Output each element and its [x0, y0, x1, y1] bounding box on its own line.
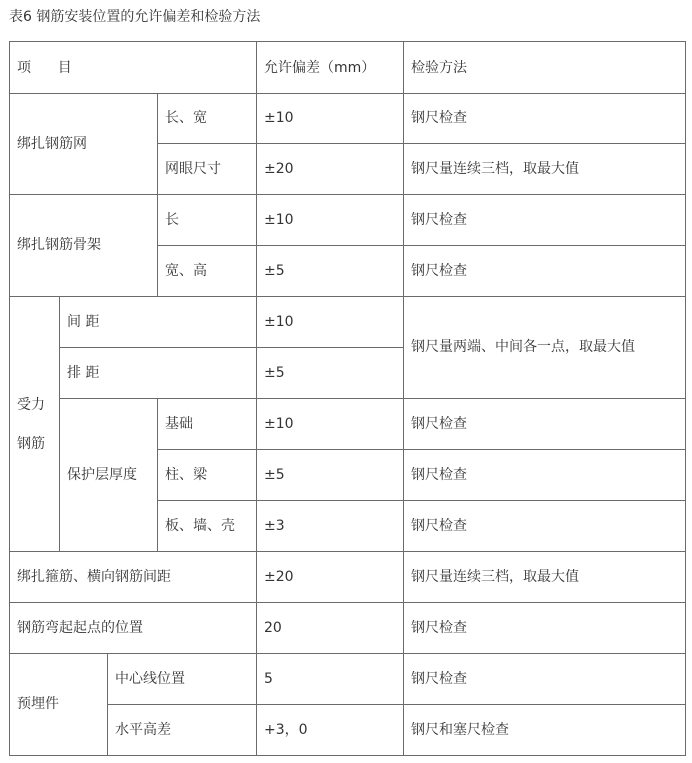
- table-border: [9, 296, 686, 297]
- tolerance-value: +3，0: [264, 722, 308, 738]
- tolerance-value: ±5: [264, 467, 285, 483]
- table-border: [157, 93, 158, 297]
- table-border: [157, 143, 686, 144]
- table-border: [107, 653, 108, 756]
- sub-item: 基础: [165, 416, 193, 432]
- tolerance-value: ±3: [264, 518, 285, 534]
- table-caption: 表6 钢筋安装位置的允许偏差和检验方法: [9, 9, 261, 25]
- header-item: 项 目: [17, 60, 72, 76]
- table-border: [9, 551, 686, 552]
- row-label: 预埋件: [17, 696, 59, 712]
- sub-item: 宽、高: [165, 263, 207, 279]
- table-border: [403, 41, 404, 756]
- table-border: [59, 347, 404, 348]
- method-text: 钢尺量连续三档，取最大值: [411, 569, 579, 585]
- method-text: 钢尺检查: [411, 416, 467, 432]
- table-border: [59, 398, 686, 399]
- method-text: 钢尺检查: [411, 467, 467, 483]
- tolerance-value: ±5: [264, 365, 285, 381]
- method-text: 钢尺检查: [411, 671, 467, 687]
- table-border: [9, 602, 686, 603]
- method-text: 钢尺检查: [411, 212, 467, 228]
- sub-item: 长、宽: [165, 110, 207, 126]
- sub-item: 排 距: [67, 365, 100, 381]
- table-border: [685, 41, 686, 756]
- tolerance-value: ±20: [264, 161, 294, 177]
- table-border: [256, 41, 257, 756]
- table-border: [107, 704, 686, 705]
- sub-item: 网眼尺寸: [165, 161, 221, 177]
- header-tolerance: 允许偏差（mm）: [264, 60, 376, 76]
- row-label: 受力: [17, 397, 45, 413]
- tolerance-value: ±20: [264, 569, 294, 585]
- sub-item: 柱、梁: [165, 467, 207, 483]
- sub-group-label: 保护层厚度: [67, 467, 137, 483]
- table-border: [157, 245, 686, 246]
- table-border: [157, 449, 686, 450]
- table-border: [9, 755, 686, 756]
- method-text: 钢尺量连续三档，取最大值: [411, 161, 579, 177]
- method-text: 钢尺检查: [411, 110, 467, 126]
- table-border: [9, 194, 686, 195]
- row-label: 绑扎钢筋骨架: [17, 237, 101, 253]
- tolerance-value: ±10: [264, 110, 294, 126]
- row-label: 钢筋弯起起点的位置: [17, 620, 143, 636]
- table-border: [9, 41, 686, 42]
- row-label: 绑扎箍筋、横向钢筋间距: [17, 569, 171, 585]
- sub-item: 中心线位置: [115, 671, 185, 687]
- sub-item: 板、墙、壳: [165, 518, 235, 534]
- header-method: 检验方法: [411, 60, 467, 76]
- table-border: [9, 93, 686, 94]
- method-text: 钢尺量两端、中间各一点，取最大值: [411, 339, 635, 355]
- table-border: [59, 296, 60, 552]
- row-label: 钢筋: [17, 436, 45, 452]
- sub-item: 间 距: [67, 314, 100, 330]
- tolerance-value: ±5: [264, 263, 285, 279]
- row-label: 绑扎钢筋网: [17, 136, 87, 152]
- method-text: 钢尺检查: [411, 518, 467, 534]
- method-text: 钢尺和塞尺检查: [411, 722, 509, 738]
- tolerance-value: ±10: [264, 314, 294, 330]
- tolerance-value: 5: [264, 671, 273, 687]
- table-border: [157, 398, 158, 552]
- sub-item: 水平高差: [115, 722, 171, 738]
- method-text: 钢尺检查: [411, 263, 467, 279]
- tolerance-value: ±10: [264, 212, 294, 228]
- table-border: [9, 41, 10, 756]
- table-border: [9, 653, 686, 654]
- sub-item: 长: [165, 212, 179, 228]
- tolerance-value: 20: [264, 620, 282, 636]
- tolerance-value: ±10: [264, 416, 294, 432]
- table-border: [157, 500, 686, 501]
- method-text: 钢尺检查: [411, 620, 467, 636]
